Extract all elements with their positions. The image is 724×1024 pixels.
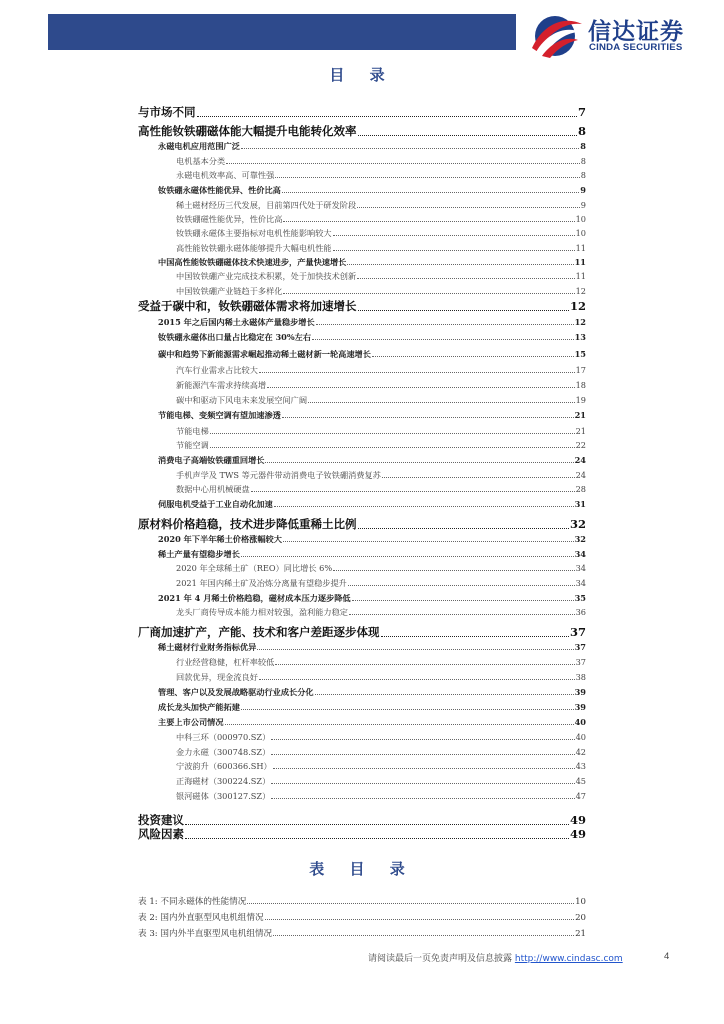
toc-entry-label: 2020 年全球稀土矿（REO）同比增长 6% <box>176 563 333 573</box>
toc-entry-page: 7 <box>577 105 586 119</box>
toc-entry-page: 45 <box>575 776 586 786</box>
toc-leader-dots <box>271 754 574 755</box>
toc-entry-label: 2021 年 4 月稀土价格趋稳，磁材成本压力逐步降低 <box>158 593 351 603</box>
toc-leader-dots <box>382 477 575 478</box>
toc-entry[interactable] <box>176 426 586 437</box>
toc-entry[interactable] <box>158 499 586 510</box>
footer-disclaimer <box>368 951 623 964</box>
toc-leader-dots <box>347 264 573 265</box>
toc-leader-dots <box>348 585 575 586</box>
toc-entry-page: 35 <box>574 593 586 603</box>
toc-entry[interactable] <box>158 549 586 560</box>
toc-entry[interactable] <box>176 271 586 282</box>
logo-english-name: CINDA SECURITIES <box>589 42 683 53</box>
toc-entry-page: 24 <box>574 455 586 465</box>
toc-entry-label: 汽车行业需求占比较大 <box>176 365 258 375</box>
toc-leader-dots <box>312 339 574 340</box>
toc-leader-dots <box>275 177 580 178</box>
toc-entry-page: 11 <box>575 243 586 253</box>
toc-entry-label: 成长龙头加快产能拓建 <box>158 702 240 712</box>
table-entry-page: 20 <box>575 913 586 923</box>
toc-entry[interactable] <box>176 732 586 743</box>
toc-entry-page: 28 <box>575 484 586 494</box>
toc-entry-page: 21 <box>574 410 586 420</box>
toc-entry-label: 稀土产量有望稳步增长 <box>158 549 240 559</box>
toc-entry-label: 数据中心用机械硬盘 <box>176 484 250 494</box>
toc-entry[interactable] <box>176 776 586 787</box>
toc-entry-label: 稀土磁材经历三代发展，目前第四代处于研发阶段 <box>176 200 357 210</box>
toc-entry[interactable] <box>158 642 586 653</box>
toc-entry-label: 伺服电机受益于工业自动化加速 <box>158 499 273 509</box>
toc-entry-label: 管理、客户以及发展战略驱动行业成长分化 <box>158 687 314 697</box>
toc-entry[interactable] <box>158 332 586 343</box>
toc-leader-dots <box>225 724 574 725</box>
toc-leader-dots <box>226 163 580 164</box>
toc-entry[interactable] <box>138 298 586 314</box>
toc-entry-page: 17 <box>575 365 586 375</box>
toc-leader-dots <box>257 649 573 650</box>
toc-entry-page: 47 <box>575 791 586 801</box>
toc-entry-page: 12 <box>575 286 586 296</box>
toc-entry-label: 节能电梯 <box>176 426 209 436</box>
toc-entry[interactable] <box>176 563 586 574</box>
toc-leader-dots <box>210 433 575 434</box>
toc-leader-dots <box>333 570 574 571</box>
toc-leader-dots <box>357 207 580 208</box>
toc-entry-label: 正海磁材（300224.SZ） <box>176 776 271 786</box>
toc-entry-label: 钕铁硼磁性能优异，性价比高 <box>176 214 283 224</box>
table-list-entry[interactable] <box>138 927 586 939</box>
company-logo <box>528 12 718 58</box>
toc-entry[interactable] <box>176 395 586 406</box>
toc-leader-dots <box>273 768 575 769</box>
toc-entry-label: 新能源汽车需求持续高增 <box>176 380 267 390</box>
toc-entry-label: 金力永磁（300748.SZ） <box>176 747 271 757</box>
toc-entry-page: 39 <box>574 702 586 712</box>
toc-entry-page: 39 <box>574 687 586 697</box>
page-number: 4 <box>664 951 670 962</box>
toc-entry-label: 钕铁硼永磁体出口量占比稳定在 30%左右 <box>158 332 312 342</box>
toc-entry-label: 龙头厂商传导成本能力相对较强，盈利能力稳定 <box>176 607 348 617</box>
toc-entry-page: 34 <box>575 563 586 573</box>
toc-entry-page: 37 <box>574 642 586 652</box>
toc-entry[interactable] <box>176 200 586 211</box>
toc-leader-dots <box>259 679 575 680</box>
toc-entry-label: 原材料价格趋稳，技术进步降低重稀土比例 <box>138 517 357 531</box>
toc-entry-label: 手机声学及 TWS 等元器件带动消费电子钕铁硼消费复苏 <box>176 470 381 480</box>
toc-entry-label: 与市场不同 <box>138 105 196 119</box>
toc-entry-page: 31 <box>574 499 586 509</box>
toc-leader-dots <box>283 541 574 542</box>
toc-entry-label: 中国钕铁硼产业完成技术积累，处于加快技术创新 <box>176 271 357 281</box>
toc-entry-label: 碳中和驱动下风电未来发展空间广阔 <box>176 395 308 405</box>
toc-leader-dots <box>358 135 577 136</box>
toc-leader-dots <box>185 838 569 839</box>
toc-leader-dots <box>381 636 569 637</box>
toc-entry[interactable] <box>176 440 586 451</box>
toc-entry-page: 22 <box>575 440 586 450</box>
table-entry-label: 表 2: 国内外直驱型风电机组情况 <box>138 913 264 923</box>
toc-entry[interactable] <box>138 826 586 842</box>
toc-leader-dots <box>271 783 574 784</box>
toc-entry-label: 2015 年之后国内稀土永磁体产量稳步增长 <box>158 317 315 327</box>
toc-entry[interactable] <box>176 657 586 668</box>
table-leader-dots <box>265 919 575 920</box>
toc-entry[interactable] <box>138 104 586 120</box>
toc-entry-label: 稀土磁材行业财务指标优异 <box>158 642 257 652</box>
toc-entry-label: 永磁电机应用范围广泛 <box>158 141 240 151</box>
toc-entry[interactable] <box>176 607 586 618</box>
toc-entry[interactable] <box>176 747 586 758</box>
toc-entry-page: 18 <box>575 380 586 390</box>
header-band <box>48 14 516 50</box>
toc-leader-dots <box>210 447 575 448</box>
toc-entry[interactable] <box>176 365 586 376</box>
toc-entry-page: 32 <box>569 517 586 531</box>
toc-leader-dots <box>275 664 574 665</box>
toc-entry[interactable] <box>176 228 586 239</box>
toc-entry[interactable] <box>176 380 586 391</box>
toc-entry[interactable] <box>138 624 586 640</box>
table-leader-dots <box>273 935 574 936</box>
toc-entry-page: 37 <box>575 657 586 667</box>
toc-entry[interactable] <box>176 286 586 297</box>
toc-entry-label: 2021 年国内稀土矿及冶炼分离量有望稳步提升 <box>176 578 347 588</box>
toc-entry[interactable] <box>176 243 586 254</box>
toc-entry-label: 宁波韵升（600366.SH） <box>176 761 272 771</box>
toc-leader-dots <box>282 417 574 418</box>
toc-entry-page: 24 <box>575 470 586 480</box>
toc-entry-page: 34 <box>574 549 586 559</box>
toc-entry[interactable] <box>138 123 586 139</box>
toc-leader-dots <box>349 614 575 615</box>
toc-entry-label: 2020 年下半年稀土价格涨幅较大 <box>158 534 282 544</box>
toc-entry-page: 38 <box>575 672 586 682</box>
toc-leader-dots <box>333 250 575 251</box>
toc-entry[interactable] <box>176 484 586 495</box>
toc-entry-page: 37 <box>569 625 586 639</box>
table-entry-label: 表 3: 国内外半直驱型风电机组情况 <box>138 929 273 939</box>
toc-entry-page: 8 <box>580 156 586 166</box>
toc-entry-page: 12 <box>569 299 586 313</box>
toc-entry[interactable] <box>176 156 586 167</box>
toc-entry-label: 投资建议 <box>138 813 184 827</box>
toc-entry[interactable] <box>158 349 586 360</box>
toc-entry-page: 12 <box>574 317 586 327</box>
toc-entry[interactable] <box>158 317 586 328</box>
toc-entry[interactable] <box>176 470 586 481</box>
toc-entry-page: 8 <box>580 141 586 151</box>
cinda-logo-icon <box>528 12 584 58</box>
toc-leader-dots <box>308 402 575 403</box>
toc-entry[interactable] <box>158 185 586 196</box>
toc-entry[interactable] <box>158 455 586 466</box>
toc-entry-label: 行业经营稳健，杠杆率较低 <box>176 657 275 667</box>
toc-entry-page: 34 <box>575 578 586 588</box>
toc-entry-page: 21 <box>575 426 586 436</box>
toc-leader-dots <box>283 293 574 294</box>
toc-entry[interactable] <box>158 141 586 152</box>
toc-entry-page: 15 <box>574 349 586 359</box>
toc-entry-label: 银河磁体（300127.SZ） <box>176 791 271 801</box>
toc-leader-dots <box>259 372 575 373</box>
toc-entry-label: 钕铁硼永磁体主要指标对电机性能影响较大 <box>176 228 332 238</box>
table-leader-dots <box>247 903 574 904</box>
toc-entry-page: 49 <box>569 827 586 841</box>
toc-entry-page: 19 <box>575 395 586 405</box>
footer-url-link[interactable]: http://www.cindasc.com <box>514 954 623 964</box>
toc-entry-label: 节能空调 <box>176 440 209 450</box>
toc-leader-dots <box>358 528 569 529</box>
toc-entry-label: 消费电子高端钕铁硼重回增长 <box>158 455 265 465</box>
tables-title: 表 目 录 <box>309 860 415 878</box>
toc-entry-page: 9 <box>580 200 586 210</box>
toc-entry[interactable] <box>158 257 586 268</box>
toc-entry-page: 13 <box>574 332 586 342</box>
toc-leader-dots <box>241 709 574 710</box>
toc-leader-dots <box>267 387 575 388</box>
toc-entry-label: 回款优异，现金流良好 <box>176 672 258 682</box>
toc-entry-label: 节能电梯、变频空调有望加速渗透 <box>158 410 281 420</box>
toc-leader-dots <box>271 798 574 799</box>
toc-entry-page: 10 <box>575 214 586 224</box>
toc-entry-page: 49 <box>569 813 586 827</box>
toc-leader-dots <box>283 221 574 222</box>
toc-leader-dots <box>251 491 575 492</box>
toc-entry-label: 永磁电机效率高、可靠性强 <box>176 170 275 180</box>
toc-entry-label: 中科三环（000970.SZ） <box>176 732 271 742</box>
toc-leader-dots <box>352 600 574 601</box>
toc-entry-label: 厂商加速扩产，产能、技术和客户差距逐步体现 <box>138 625 380 639</box>
toc-entry[interactable] <box>176 578 586 589</box>
toc-entry-label: 电机基本分类 <box>176 156 226 166</box>
table-list-entry[interactable] <box>138 911 586 923</box>
toc-entry-page: 8 <box>580 170 586 180</box>
footer-disclaimer-text: 请阅读最后一页免责声明及信息披露 <box>368 954 513 964</box>
toc-entry-label: 受益于碳中和，钕铁硼磁体需求将加速增长 <box>138 299 357 313</box>
toc-entry[interactable] <box>158 593 586 604</box>
table-entry-page: 10 <box>575 897 586 907</box>
toc-entry-label: 中国高性能钕铁硼磁体技术快速进步，产量快速增长 <box>158 257 347 267</box>
toc-entry[interactable] <box>138 516 586 532</box>
toc-entry-page: 40 <box>574 717 586 727</box>
toc-leader-dots <box>358 310 569 311</box>
toc-leader-dots <box>271 739 574 740</box>
toc-entry[interactable] <box>176 791 586 802</box>
toc-leader-dots <box>282 192 579 193</box>
toc-entry[interactable] <box>158 534 586 545</box>
toc-entry-label: 钕铁硼永磁体性能优异、性价比高 <box>158 185 281 195</box>
table-entry-page: 21 <box>575 929 586 939</box>
toc-entry[interactable] <box>158 687 586 698</box>
toc-entry-page: 40 <box>575 732 586 742</box>
toc-entry-page: 11 <box>575 271 586 281</box>
toc-entry-label: 中国钕铁硼产业链趋于多样化 <box>176 286 283 296</box>
toc-leader-dots <box>274 506 574 507</box>
toc-title: 目 录 <box>329 66 395 84</box>
toc-entry[interactable] <box>158 702 586 713</box>
logo-chinese-name: 信达证券 <box>588 19 684 45</box>
toc-entry[interactable] <box>176 761 586 772</box>
table-list-entry[interactable] <box>138 895 586 907</box>
toc-entry-label: 高性能钕铁硼永磁体能够提升大幅电机性能 <box>176 243 332 253</box>
toc-entry-page: 11 <box>574 257 586 267</box>
toc-entry-label: 风险因素 <box>138 827 184 841</box>
toc-entry-page: 43 <box>575 761 586 771</box>
toc-entry[interactable] <box>176 170 586 181</box>
toc-leader-dots <box>333 235 575 236</box>
toc-leader-dots <box>315 694 574 695</box>
toc-entry-page: 42 <box>575 747 586 757</box>
toc-entry-label: 碳中和趋势下新能源需求崛起推动稀土磁材新一轮高速增长 <box>158 349 371 359</box>
toc-leader-dots <box>357 278 574 279</box>
toc-leader-dots <box>241 556 574 557</box>
toc-leader-dots <box>372 356 574 357</box>
toc-entry-page: 9 <box>580 185 586 195</box>
toc-entry[interactable] <box>176 214 586 225</box>
toc-leader-dots <box>241 148 579 149</box>
table-entry-label: 表 1: 不同永磁体的性能情况 <box>138 897 247 907</box>
toc-entry-label: 高性能钕铁硼磁体能大幅提升电能转化效率 <box>138 124 357 138</box>
toc-leader-dots <box>197 116 577 117</box>
toc-entry[interactable] <box>176 672 586 683</box>
toc-leader-dots <box>265 462 573 463</box>
toc-leader-dots <box>316 324 574 325</box>
toc-entry-label: 主要上市公司情况 <box>158 717 224 727</box>
toc-entry-page: 36 <box>575 607 586 617</box>
toc-entry-page: 10 <box>575 228 586 238</box>
toc-entry[interactable] <box>158 410 586 421</box>
toc-entry[interactable] <box>158 717 586 728</box>
toc-entry-page: 32 <box>574 534 586 544</box>
toc-leader-dots <box>185 824 569 825</box>
toc-entry-page: 8 <box>577 124 586 138</box>
